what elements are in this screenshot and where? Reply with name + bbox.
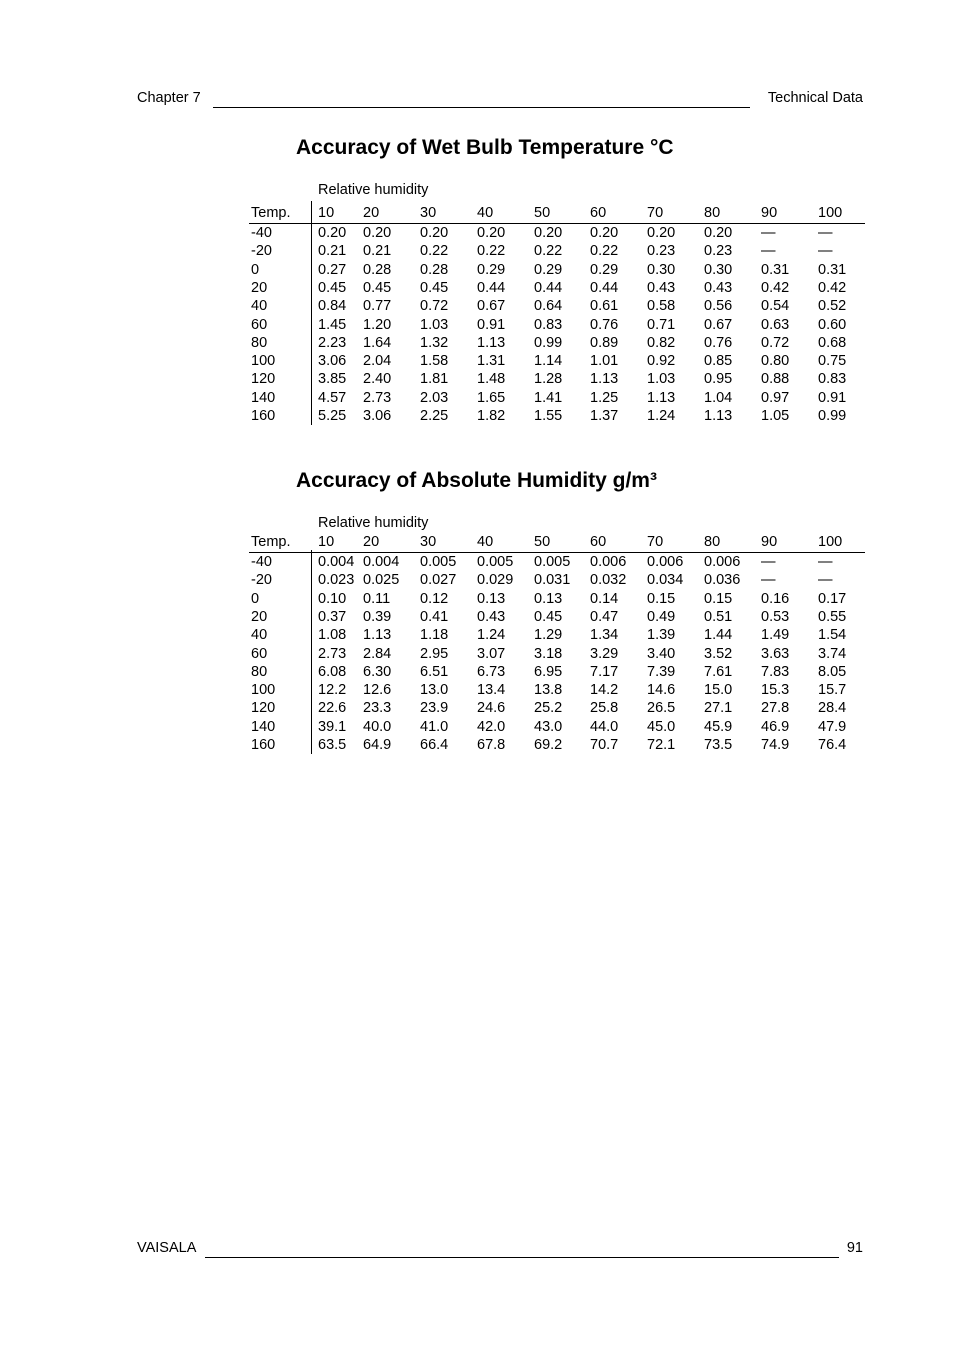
value-cell: — <box>818 572 833 589</box>
value-cell: 1.32 <box>420 334 449 351</box>
company-label: VAISALA <box>137 1240 197 1256</box>
table-row <box>249 352 865 370</box>
value-cell: 0.41 <box>420 608 449 625</box>
value-cell: 22.6 <box>318 700 347 717</box>
value-cell: 0.28 <box>363 261 392 278</box>
temp-cell: 80 <box>251 334 268 351</box>
value-cell: 0.61 <box>590 298 619 315</box>
value-cell: 14.6 <box>647 682 676 699</box>
value-cell: 42.0 <box>477 718 506 735</box>
value-cell: 0.22 <box>590 243 619 260</box>
value-cell: 4.57 <box>318 389 347 406</box>
value-cell: 27.1 <box>704 700 733 717</box>
column-header: 20 <box>363 534 380 550</box>
value-cell: 0.31 <box>761 261 790 278</box>
value-cell: 1.13 <box>704 408 733 424</box>
value-cell: 0.031 <box>534 572 571 589</box>
value-cell: — <box>761 554 776 570</box>
temp-cell: 60 <box>251 316 268 333</box>
value-cell: 0.20 <box>477 225 506 241</box>
value-cell: 6.30 <box>363 663 392 680</box>
table-row <box>249 316 865 334</box>
value-cell: 0.29 <box>477 261 506 278</box>
value-cell: 2.25 <box>420 408 449 424</box>
value-cell: 63.5 <box>318 737 347 753</box>
value-cell: 1.49 <box>761 627 790 644</box>
table-row <box>249 389 865 407</box>
value-cell: 1.82 <box>477 408 506 424</box>
value-cell: 1.41 <box>534 389 563 406</box>
temp-cell: 120 <box>251 700 276 717</box>
value-cell: 0.45 <box>420 279 449 296</box>
column-header: 80 <box>704 534 721 550</box>
value-cell: 15.3 <box>761 682 790 699</box>
value-cell: 1.39 <box>647 627 676 644</box>
value-cell: 0.99 <box>534 334 563 351</box>
value-cell: 5.25 <box>318 408 347 424</box>
value-cell: 0.83 <box>818 371 847 388</box>
value-cell: 0.77 <box>363 298 392 315</box>
value-cell: 0.29 <box>534 261 563 278</box>
temp-cell: 80 <box>251 663 268 680</box>
value-cell: 0.22 <box>534 243 563 260</box>
column-header: 60 <box>590 534 607 550</box>
value-cell: 25.2 <box>534 700 563 717</box>
value-cell: 0.029 <box>477 572 514 589</box>
value-cell: 0.44 <box>477 279 506 296</box>
column-header: 60 <box>590 205 607 221</box>
value-cell: 0.036 <box>704 572 741 589</box>
column-header: 100 <box>818 534 843 550</box>
value-cell: 0.11 <box>363 590 391 607</box>
value-cell: 41.0 <box>420 718 449 735</box>
table-row <box>249 645 865 663</box>
value-cell: 0.91 <box>477 316 506 333</box>
column-header: 90 <box>761 205 778 221</box>
row-header-temp: Temp. <box>251 534 291 550</box>
table-row <box>249 571 865 589</box>
footer-rule <box>205 1257 839 1258</box>
value-cell: 3.85 <box>318 371 347 388</box>
value-cell: 0.64 <box>534 298 563 315</box>
value-cell: 0.034 <box>647 572 684 589</box>
value-cell: 23.3 <box>363 700 392 717</box>
value-cell: 0.99 <box>818 408 847 424</box>
value-cell: 1.08 <box>318 627 347 644</box>
column-header: 10 <box>318 205 335 221</box>
value-cell: 0.72 <box>420 298 449 315</box>
value-cell: 1.54 <box>818 627 847 644</box>
wet-bulb-title: Accuracy of Wet Bulb Temperature °C <box>296 136 674 159</box>
value-cell: 1.14 <box>534 353 563 370</box>
value-cell: 28.4 <box>818 700 847 717</box>
temp-cell: 40 <box>251 298 268 315</box>
value-cell: 0.91 <box>818 389 847 406</box>
value-cell: 6.73 <box>477 663 506 680</box>
temp-cell: 0 <box>251 261 260 278</box>
value-cell: 8.05 <box>818 663 847 680</box>
value-cell: 2.40 <box>363 371 392 388</box>
value-cell: 6.51 <box>420 663 449 680</box>
value-cell: 0.21 <box>363 243 392 260</box>
value-cell: 0.005 <box>477 554 514 570</box>
page-number: 91 <box>846 1240 863 1256</box>
value-cell: 64.9 <box>363 737 392 753</box>
value-cell: — <box>818 243 833 260</box>
value-cell: 0.43 <box>704 279 733 296</box>
value-cell: 0.97 <box>761 389 790 406</box>
value-cell: 0.58 <box>647 298 676 315</box>
value-cell: 47.9 <box>818 718 847 735</box>
value-cell: 73.5 <box>704 737 733 753</box>
column-header: 50 <box>534 534 551 550</box>
value-cell: 1.28 <box>534 371 563 388</box>
value-cell: 0.23 <box>647 243 676 260</box>
relative-humidity-label: Relative humidity <box>318 182 429 198</box>
value-cell: 0.80 <box>761 353 790 370</box>
value-cell: 39.1 <box>318 718 347 735</box>
table-row <box>249 407 865 425</box>
column-header: 10 <box>318 534 335 550</box>
value-cell: 6.08 <box>318 663 347 680</box>
value-cell: 0.21 <box>318 243 347 260</box>
value-cell: 70.7 <box>590 737 619 753</box>
temp-cell: 0 <box>251 590 260 607</box>
temp-cell: -20 <box>251 572 272 589</box>
row-header-temp: Temp. <box>251 205 291 221</box>
value-cell: 0.12 <box>420 590 449 607</box>
value-cell: 1.29 <box>534 627 563 644</box>
value-cell: 0.15 <box>647 590 676 607</box>
value-cell: 0.22 <box>477 243 506 260</box>
table-row <box>249 224 865 242</box>
temp-cell: 140 <box>251 718 276 735</box>
value-cell: 12.2 <box>318 682 347 699</box>
value-cell: 0.89 <box>590 334 619 351</box>
value-cell: 0.16 <box>761 590 790 607</box>
value-cell: 1.03 <box>647 371 676 388</box>
value-cell: 0.006 <box>647 554 684 570</box>
value-cell: 1.65 <box>477 389 506 406</box>
value-cell: 1.25 <box>590 389 619 406</box>
value-cell: 2.84 <box>363 645 392 662</box>
value-cell: 2.23 <box>318 334 347 351</box>
temp-cell: 100 <box>251 353 276 370</box>
column-header: 100 <box>818 205 843 221</box>
value-cell: 26.5 <box>647 700 676 717</box>
value-cell: 0.60 <box>818 316 847 333</box>
value-cell: 2.95 <box>420 645 449 662</box>
value-cell: 1.48 <box>477 371 506 388</box>
value-cell: 13.0 <box>420 682 449 699</box>
value-cell: 0.006 <box>704 554 741 570</box>
value-cell: 0.15 <box>704 590 733 607</box>
value-cell: 1.04 <box>704 389 733 406</box>
table-row <box>249 736 865 754</box>
value-cell: 0.52 <box>818 298 847 315</box>
value-cell: 0.20 <box>363 225 392 241</box>
value-cell: 0.43 <box>647 279 676 296</box>
column-header: 20 <box>363 205 380 221</box>
temp-cell: -40 <box>251 554 272 570</box>
value-cell: 15.7 <box>818 682 847 699</box>
value-cell: 3.06 <box>318 353 347 370</box>
value-cell: 0.47 <box>590 608 619 625</box>
value-cell: 0.84 <box>318 298 347 315</box>
value-cell: 0.37 <box>318 608 347 625</box>
value-cell: 2.73 <box>318 645 347 662</box>
header-rule <box>213 107 750 108</box>
value-cell: 1.13 <box>363 627 392 644</box>
value-cell: 0.20 <box>534 225 563 241</box>
value-cell: 45.9 <box>704 718 733 735</box>
chapter-label: Chapter 7 <box>137 90 201 106</box>
temp-cell: -20 <box>251 243 272 260</box>
value-cell: 0.28 <box>420 261 449 278</box>
value-cell: 0.53 <box>761 608 790 625</box>
value-cell: 0.004 <box>318 554 355 570</box>
value-cell: 0.88 <box>761 371 790 388</box>
value-cell: 69.2 <box>534 737 563 753</box>
value-cell: 0.14 <box>590 590 619 607</box>
value-cell: 0.42 <box>818 279 847 296</box>
value-cell: 0.10 <box>318 590 347 607</box>
value-cell: 0.13 <box>477 590 506 607</box>
value-cell: 24.6 <box>477 700 506 717</box>
value-cell: 0.85 <box>704 353 733 370</box>
value-cell: 0.49 <box>647 608 676 625</box>
column-header: 70 <box>647 205 664 221</box>
value-cell: 0.95 <box>704 371 733 388</box>
value-cell: — <box>761 243 776 260</box>
value-cell: 1.64 <box>363 334 392 351</box>
value-cell: 15.0 <box>704 682 733 699</box>
value-cell: 1.13 <box>590 371 619 388</box>
value-cell: 0.30 <box>704 261 733 278</box>
value-cell: 13.4 <box>477 682 506 699</box>
value-cell: 0.51 <box>704 608 733 625</box>
value-cell: 3.06 <box>363 408 392 424</box>
temp-cell: 20 <box>251 608 268 625</box>
value-cell: 0.71 <box>647 316 676 333</box>
value-cell: 2.73 <box>363 389 392 406</box>
value-cell: 1.18 <box>420 627 449 644</box>
table-row <box>249 279 865 297</box>
value-cell: 3.07 <box>477 645 506 662</box>
value-cell: 0.20 <box>590 225 619 241</box>
value-cell: 0.22 <box>420 243 449 260</box>
column-header: 30 <box>420 534 437 550</box>
value-cell: 1.55 <box>534 408 563 424</box>
value-cell: 3.74 <box>818 645 847 662</box>
value-cell: 1.24 <box>647 408 676 424</box>
value-cell: 40.0 <box>363 718 392 735</box>
column-header: 40 <box>477 534 494 550</box>
value-cell: 7.83 <box>761 663 790 680</box>
value-cell: 0.75 <box>818 353 847 370</box>
value-cell: 0.45 <box>318 279 347 296</box>
value-cell: 0.005 <box>420 554 457 570</box>
value-cell: 1.58 <box>420 353 449 370</box>
value-cell: 0.23 <box>704 243 733 260</box>
value-cell: 1.34 <box>590 627 619 644</box>
relative-humidity-label: Relative humidity <box>318 515 429 531</box>
table-row <box>249 590 865 608</box>
value-cell: 0.55 <box>818 608 847 625</box>
value-cell: 1.05 <box>761 408 790 424</box>
value-cell: 44.0 <box>590 718 619 735</box>
temp-cell: -40 <box>251 225 272 241</box>
value-cell: 0.023 <box>318 572 355 589</box>
value-cell: 0.68 <box>818 334 847 351</box>
value-cell: 0.20 <box>647 225 676 241</box>
value-cell: 1.20 <box>363 316 392 333</box>
temp-cell: 40 <box>251 627 268 644</box>
value-cell: 0.63 <box>761 316 790 333</box>
value-cell: 0.005 <box>534 554 571 570</box>
table-row <box>249 242 865 260</box>
table-row <box>249 699 865 717</box>
value-cell: 0.44 <box>590 279 619 296</box>
value-cell: 1.44 <box>704 627 733 644</box>
value-cell: — <box>761 572 776 589</box>
value-cell: 27.8 <box>761 700 790 717</box>
value-cell: 72.1 <box>647 737 676 753</box>
value-cell: 12.6 <box>363 682 392 699</box>
value-cell: 0.56 <box>704 298 733 315</box>
table-row <box>249 626 865 644</box>
temp-cell: 140 <box>251 389 276 406</box>
value-cell: 1.13 <box>477 334 506 351</box>
value-cell: 1.81 <box>420 371 449 388</box>
value-cell: 0.17 <box>818 590 847 607</box>
table-row <box>249 553 865 571</box>
value-cell: 0.76 <box>704 334 733 351</box>
value-cell: 7.17 <box>590 663 619 680</box>
value-cell: 25.8 <box>590 700 619 717</box>
table-row <box>249 370 865 388</box>
value-cell: 46.9 <box>761 718 790 735</box>
value-cell: 7.39 <box>647 663 676 680</box>
value-cell: 0.43 <box>477 608 506 625</box>
value-cell: 0.30 <box>647 261 676 278</box>
temp-cell: 60 <box>251 645 268 662</box>
value-cell: 0.027 <box>420 572 457 589</box>
value-cell: — <box>761 225 776 241</box>
value-cell: 1.03 <box>420 316 449 333</box>
temp-cell: 100 <box>251 682 276 699</box>
value-cell: 13.8 <box>534 682 563 699</box>
table-row <box>249 718 865 736</box>
column-header: 50 <box>534 205 551 221</box>
value-cell: 0.72 <box>761 334 790 351</box>
value-cell: 3.40 <box>647 645 676 662</box>
section-label: Technical Data <box>767 90 863 106</box>
column-header: 80 <box>704 205 721 221</box>
value-cell: 14.2 <box>590 682 619 699</box>
value-cell: 0.29 <box>590 261 619 278</box>
value-cell: 0.82 <box>647 334 676 351</box>
temp-cell: 120 <box>251 371 276 388</box>
column-header: 30 <box>420 205 437 221</box>
value-cell: 3.29 <box>590 645 619 662</box>
value-cell: 74.9 <box>761 737 790 753</box>
temp-cell: 20 <box>251 279 268 296</box>
value-cell: 3.52 <box>704 645 733 662</box>
value-cell: 3.18 <box>534 645 563 662</box>
temp-cell: 160 <box>251 737 276 753</box>
value-cell: 0.20 <box>704 225 733 241</box>
value-cell: 0.13 <box>534 590 563 607</box>
value-cell: 43.0 <box>534 718 563 735</box>
table-row <box>249 681 865 699</box>
value-cell: 0.54 <box>761 298 790 315</box>
value-cell: 0.032 <box>590 572 627 589</box>
table-row <box>249 297 865 315</box>
value-cell: 1.45 <box>318 316 347 333</box>
value-cell: 1.13 <box>647 389 676 406</box>
value-cell: 1.24 <box>477 627 506 644</box>
table-row <box>249 608 865 626</box>
value-cell: 0.83 <box>534 316 563 333</box>
value-cell: 45.0 <box>647 718 676 735</box>
value-cell: 0.42 <box>761 279 790 296</box>
value-cell: 3.63 <box>761 645 790 662</box>
value-cell: 1.37 <box>590 408 619 424</box>
value-cell: 23.9 <box>420 700 449 717</box>
column-header: 40 <box>477 205 494 221</box>
value-cell: 0.39 <box>363 608 392 625</box>
table-row <box>249 663 865 681</box>
value-cell: 0.44 <box>534 279 563 296</box>
value-cell: 0.45 <box>534 608 563 625</box>
value-cell: 0.92 <box>647 353 676 370</box>
value-cell: 0.31 <box>818 261 847 278</box>
value-cell: 0.67 <box>477 298 506 315</box>
value-cell: 1.01 <box>590 353 619 370</box>
value-cell: 76.4 <box>818 737 847 753</box>
value-cell: 0.76 <box>590 316 619 333</box>
absolute-humidity-title: Accuracy of Absolute Humidity g/m³ <box>296 469 657 492</box>
value-cell: 0.20 <box>420 225 449 241</box>
value-cell: 66.4 <box>420 737 449 753</box>
column-header: 90 <box>761 534 778 550</box>
value-cell: 67.8 <box>477 737 506 753</box>
value-cell: — <box>818 225 833 241</box>
value-cell: 1.31 <box>477 353 506 370</box>
table-row <box>249 334 865 352</box>
value-cell: 0.025 <box>363 572 400 589</box>
temp-cell: 160 <box>251 408 276 424</box>
value-cell: — <box>818 554 833 570</box>
table-row <box>249 261 865 279</box>
value-cell: 6.95 <box>534 663 563 680</box>
value-cell: 0.20 <box>318 225 347 241</box>
value-cell: 0.67 <box>704 316 733 333</box>
value-cell: 2.04 <box>363 353 392 370</box>
value-cell: 0.004 <box>363 554 400 570</box>
value-cell: 0.45 <box>363 279 392 296</box>
value-cell: 0.006 <box>590 554 627 570</box>
value-cell: 7.61 <box>704 663 733 680</box>
value-cell: 2.03 <box>420 389 449 406</box>
value-cell: 0.27 <box>318 261 347 278</box>
column-header: 70 <box>647 534 664 550</box>
